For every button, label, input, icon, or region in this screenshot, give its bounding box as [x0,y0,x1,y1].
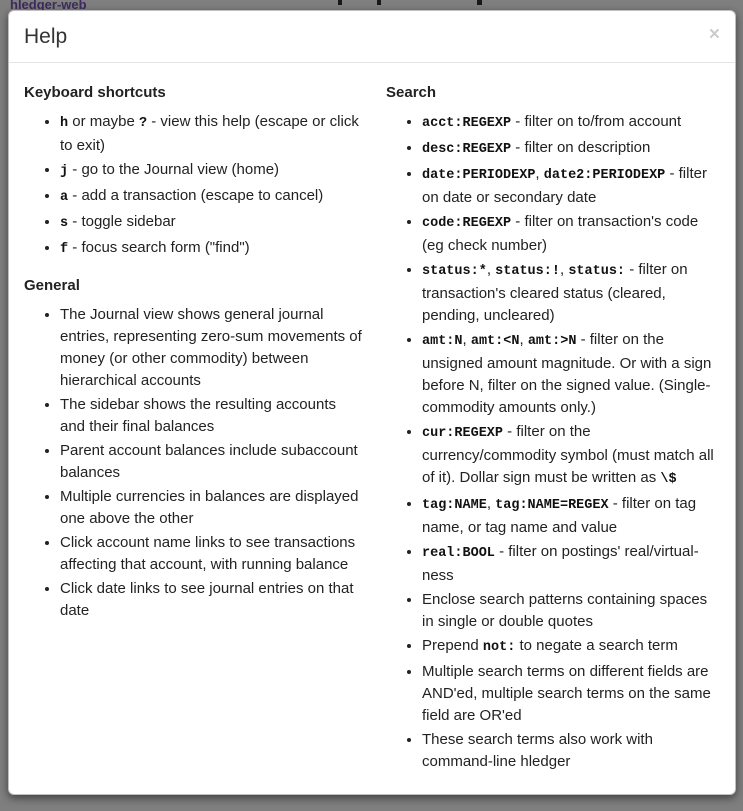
inline-code: status:* [422,264,487,280]
inline-code: not: [482,640,516,656]
help-list-item: • amt:N, amt:<N, amt:>N - filter on the unsigned amount magnitude. Or with a sign before N, filter on the signed value. (Single-commodity amounts only.) [422,329,720,419]
help-list-item: • The sidebar shows the resulting accounts and their final balances [60,394,362,438]
section-heading: Search [386,84,437,102]
help-list [24,304,362,622]
inline-code: s [60,216,69,232]
help-list-item: • Click account name links to see transactions affecting that account, with running balance [60,532,362,576]
inline-code: j [60,164,69,180]
help-list-item: • a - add a transaction (escape to cancel) [60,185,362,209]
help-list-item: • desc:REGEXP - filter on description [422,137,720,161]
help-list [386,111,720,773]
inline-code: amt:>N [527,334,577,350]
help-list-item: • acct:REGEXP - filter on to/from account [422,111,720,135]
help-list-item: • The Journal view shows general journal entries, representing zero-sum movements of money (or other commodity) between hierarchical accounts [60,304,362,392]
modal-body [9,63,735,795]
help-list-item: • f - focus search form ("find") [60,237,362,261]
help-list-item: • Multiple search terms on different fields are AND'ed, multiple search terms on the same field are OR'ed [422,661,720,727]
help-list [24,111,362,261]
help-list-item: • Prepend not: to negate a search term [422,635,720,659]
inline-code: ? [138,116,148,132]
inline-code: desc:REGEXP [422,142,512,158]
inline-code: cur:REGEXP [422,426,504,442]
inline-code: tag:NAME=REGEX [495,498,609,514]
inline-code: status: [568,264,626,280]
help-list-item: • Enclose search patterns containing spaces in single or double quotes [422,589,720,633]
help-list-item: • cur:REGEXP - filter on the currency/commodity symbol (must match all of it). Dollar sign must be written as \$ [422,421,720,491]
inline-code: h [60,116,69,132]
inline-code: amt:<N [470,334,520,350]
help-list-item: • date:PERIODEXP, date2:PERIODEXP - filter on date or secondary date [422,163,720,209]
help-list-item: • real:BOOL - filter on postings' real/virtual-ness [422,541,720,587]
modal-title: Help [24,25,68,48]
inline-code: acct:REGEXP [422,116,512,132]
inline-code: real:BOOL [422,546,495,562]
inline-code: code:REGEXP [422,216,512,232]
help-list-item: • These search terms also work with command-line hledger [422,729,720,773]
help-list-item: • Parent account balances include subaccount balances [60,440,362,484]
help-list-item: • Multiple currencies in balances are displayed one above the other [60,486,362,530]
modal-header [9,11,735,63]
inline-code: date:PERIODEXP [422,168,536,184]
help-column-left [24,78,372,783]
help-list-item: • status:*, status:!, status: - filter on transaction's cleared status (cleared, pending, uncleared) [422,259,720,327]
help-list-item: • j - go to the Journal view (home) [60,159,362,183]
inline-code: status:! [495,264,560,280]
inline-code: date2:PERIODEXP [543,168,666,184]
inline-code: a [60,190,69,206]
inline-code: \$ [660,472,677,488]
section-heading: Keyboard shortcuts [24,84,166,102]
help-list-item: • s - toggle sidebar [60,211,362,235]
help-list-item: • tag:NAME, tag:NAME=REGEX - filter on tag name, or tag name and value [422,493,720,539]
help-column-right [372,78,720,783]
inline-code: f [60,242,69,258]
help-list-item: • h or maybe ? - view this help (escape or click to exit) [60,111,362,157]
help-list-item: • code:REGEXP - filter on transaction's code (eg check number) [422,211,720,257]
close-button[interactable]: × [708,24,720,45]
inline-code: tag:NAME [422,498,487,514]
section-heading: General [24,277,80,295]
inline-code: amt:N [422,334,463,350]
help-list-item: • Click date links to see journal entries on that date [60,578,362,622]
help-modal [8,10,736,795]
